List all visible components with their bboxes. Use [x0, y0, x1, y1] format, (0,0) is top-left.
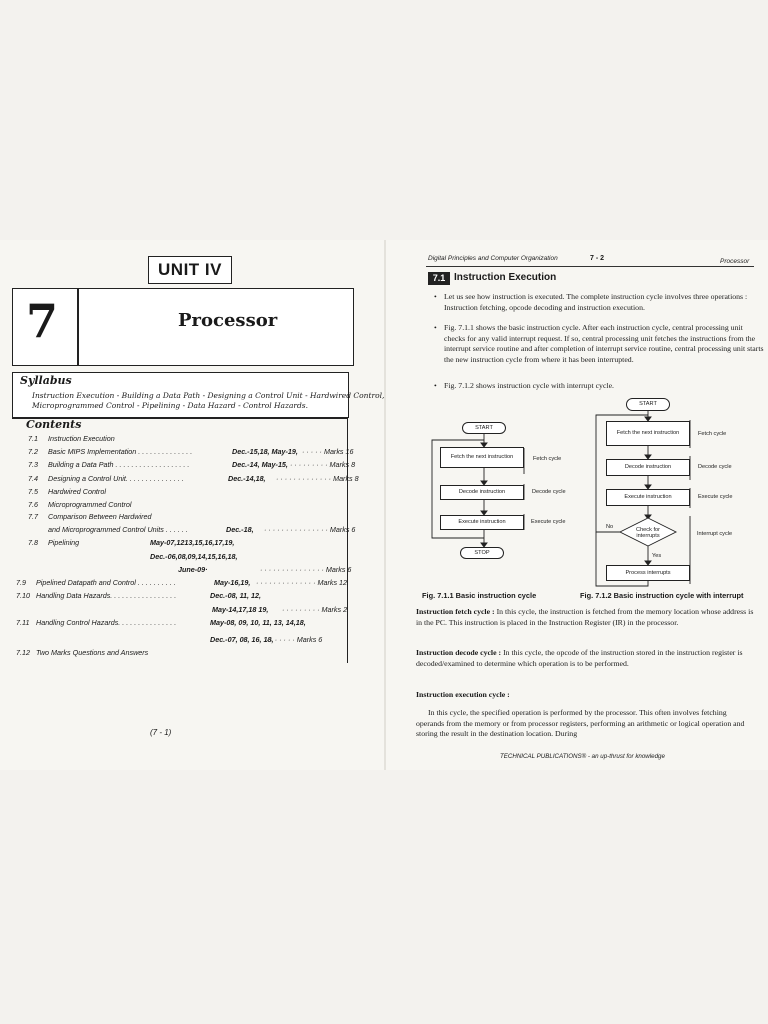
contents-entry-title: and Microprogrammed Control Units . . . . . .: [48, 525, 188, 534]
fig1-decode-cycle-label: Decode cycle: [532, 489, 566, 495]
contents-entry-num: 7.2: [28, 447, 38, 456]
contents-entry-marks: · · · · · · · Marks 6: [266, 635, 323, 644]
fetch-cycle-paragraph: Instruction fetch cycle : In this cycle, the instruction is fetched from the memory location whose address is in the PC. This instruction is placed in the Instruction Register (IR) in the processor.: [416, 607, 754, 627]
fig2-execute-box: Execute instruction: [606, 489, 690, 506]
contents-entry-title: Handling Control Hazards. . . . . . . . . . . . . . .: [36, 618, 177, 627]
publisher-footer: TECHNICAL PUBLICATIONS® - an up-thrust for knowledge: [500, 753, 665, 760]
contents-entry-title: Two Marks Questions and Answers: [36, 648, 149, 657]
fig2-process-interrupts-box: Process interrupts: [606, 565, 690, 581]
fig1-stop-terminal: STOP: [460, 547, 504, 559]
contents-entry-num: 7.10: [16, 591, 30, 600]
fig2-yes-label: Yes: [652, 553, 662, 559]
fig2-decode-box: Decode instruction: [606, 459, 690, 476]
contents-entry-marks: · · · · · · · · · · · · · · · Marks 6: [260, 565, 352, 574]
contents-entry-title: Building a Data Path . . . . . . . . . . . . . . . . . . .: [48, 460, 190, 469]
bullet-paragraph-3: • Fig. 7.1.2 shows instruction cycle with interrupt cycle.: [434, 381, 614, 390]
contents-entry-dates: Dec.-18,: [226, 525, 254, 534]
fig1-execute-cycle-label: Execute cycle: [531, 519, 566, 525]
contents-entry-dates: May-07,1213,15,16,17,19,: [150, 538, 235, 547]
contents-entry-num: 7.12: [16, 648, 30, 657]
contents-entry-dates: Dec.-14, May-15,: [232, 460, 288, 469]
contents-entry-dates: May-14,17,18 19,: [212, 605, 269, 614]
contents-entry-num: 7.11: [16, 618, 30, 627]
page-number: (7 - 1): [150, 728, 172, 737]
contents-entry-marks: · · · · · · · · · Marks 2: [282, 605, 348, 614]
contents-entry-marks: · · · · · Marks 16: [302, 447, 354, 456]
fig2-caption: Fig. 7.1.2 Basic instruction cycle with interrupt: [580, 591, 744, 600]
contents-entry-marks: · · · · · · · · · Marks 8: [290, 460, 356, 469]
contents-entry-num: 7.9: [16, 578, 26, 587]
contents-entry-marks: · · · · · · · · · · · · · · Marks 12: [256, 578, 348, 587]
contents-entry-num: 7.4: [28, 474, 38, 483]
contents-entry-title: Designing a Control Unit. . . . . . . . . . . . . . .: [48, 474, 184, 483]
fig2-no-label: No: [606, 524, 614, 530]
execution-cycle-paragraph: In this cycle, the specified operation is performed by the processor. This often involves fetching operands from the memory or from processor registers, performing an arithmetic or logical operation and storing the result in the destination location. During: [416, 708, 745, 739]
syllabus-text-line-2: Microprogrammed Control - Pipelining - Data Hazard - Control Hazards.: [32, 401, 309, 410]
fig2-execute-cycle-label: Execute cycle: [698, 494, 733, 500]
fig1-fetch-box: Fetch the next instruction: [440, 447, 524, 468]
fig2-start-terminal: START: [626, 398, 670, 411]
fig2-fetch-box: Fetch the next instruction: [606, 421, 690, 446]
contents-entry-dates: May-16,19,: [214, 578, 251, 587]
bullet-paragraph-2: • Fig. 7.1.1 shows the basic instruction cycle. After each instruction cycle, central processing unit checks for any valid interrupt request. If so, central processing unit fetches the instructions from the interrupt service routine and after completion of interrupt service routine, central processing unit starts the new instruction cycle from where it has been interrupted.: [434, 323, 764, 364]
contents-entry-dates: Dec.-15,18, May-19,: [232, 447, 298, 456]
execution-cycle-heading: Instruction execution cycle :: [416, 690, 510, 699]
running-header-book-title: Digital Principles and Computer Organization: [428, 255, 558, 262]
unit-label: UNIT IV: [148, 256, 232, 284]
fig2-check-decision: Check for interrupts: [636, 527, 660, 539]
contents-entry-dates: Dec.-08, 11, 12,: [210, 591, 262, 600]
fig1-start-terminal: START: [462, 422, 506, 434]
fig1-fetch-cycle-label: Fetch cycle: [533, 456, 562, 462]
running-header-chapter: Processor: [720, 258, 750, 265]
contents-entry-num: 7.6: [28, 500, 38, 509]
bullet-icon: •: [434, 381, 437, 390]
section-number-badge: 7.1: [428, 272, 450, 285]
contents-entry-title: Microprogrammed Control: [48, 500, 132, 509]
decode-cycle-paragraph: Instruction decode cycle : In this cycle, the opcode of the instruction stored in the instruction register is decoded/examined to determine which operation is to be performed.: [416, 648, 743, 668]
contents-entry-num: 7.1: [28, 434, 38, 443]
contents-entry-num: 7.7: [28, 512, 38, 521]
contents-entry-dates: May-08, 09, 10, 11, 13, 14,18,: [210, 618, 306, 627]
fig1-decode-box: Decode instruction: [440, 485, 524, 500]
fig2-decode-cycle-label: Decode cycle: [698, 464, 732, 470]
contents-entry-dates: Dec.-14,18,: [228, 474, 266, 483]
contents-entry-title: Pipelining: [48, 538, 80, 547]
contents-entry-title: Hardwired Control: [48, 487, 106, 496]
contents-entry-num: 7.5: [28, 487, 38, 496]
bullet-icon: •: [434, 292, 437, 301]
contents-heading: Contents: [26, 418, 82, 431]
contents-entry-dates: Dec.-06,08,09,14,15,16,18,: [150, 552, 238, 561]
contents-entry-title: Instruction Execution: [48, 434, 115, 443]
contents-entry-title: Handling Data Hazards. . . . . . . . . . . . . . . . .: [36, 591, 177, 600]
fig2-fetch-cycle-label: Fetch cycle: [698, 431, 727, 437]
contents-entry-title: Basic MIPS Implementation . . . . . . . . . . . . . .: [48, 447, 193, 456]
contents-entry-dates: Dec.-07, 08, 16, 18,: [210, 635, 274, 644]
fig1-execute-box: Execute instruction: [440, 515, 524, 530]
contents-entry-marks: · · · · · · · · · · · · · · · Marks 6: [264, 525, 356, 534]
section-title: Instruction Execution: [454, 272, 557, 283]
running-header-page-number: 7 - 2: [590, 255, 605, 262]
contents-entry-num: 7.3: [28, 460, 38, 469]
contents-entry-marks: · · · · · · · · · · · · · Marks 8: [276, 474, 359, 483]
chapter-title: Processor: [178, 310, 278, 331]
contents-entry-num: 7.8: [28, 538, 38, 547]
syllabus-text-line-1: Instruction Execution - Building a Data Path - Designing a Control Unit - Hardwired Control,: [32, 391, 385, 400]
chapter-number: 7: [26, 294, 59, 348]
contents-entry-title: Comparison Between Hardwired: [48, 512, 152, 521]
fig2-interrupt-cycle-label: Interrupt cycle: [697, 531, 733, 537]
bullet-paragraph-1: • Let us see how instruction is executed. The complete instruction cycle involves three operations : Instruction fetching, opcode decoding and instruction execution.: [434, 292, 748, 312]
syllabus-heading: Syllabus: [20, 374, 72, 387]
fig1-caption: Fig. 7.1.1 Basic instruction cycle: [422, 591, 537, 600]
contents-entry-dates: June-09·: [178, 565, 208, 574]
contents-entry-title: Pipelined Datapath and Control . . . . . . . . . .: [36, 578, 176, 587]
bullet-icon: •: [434, 323, 437, 332]
